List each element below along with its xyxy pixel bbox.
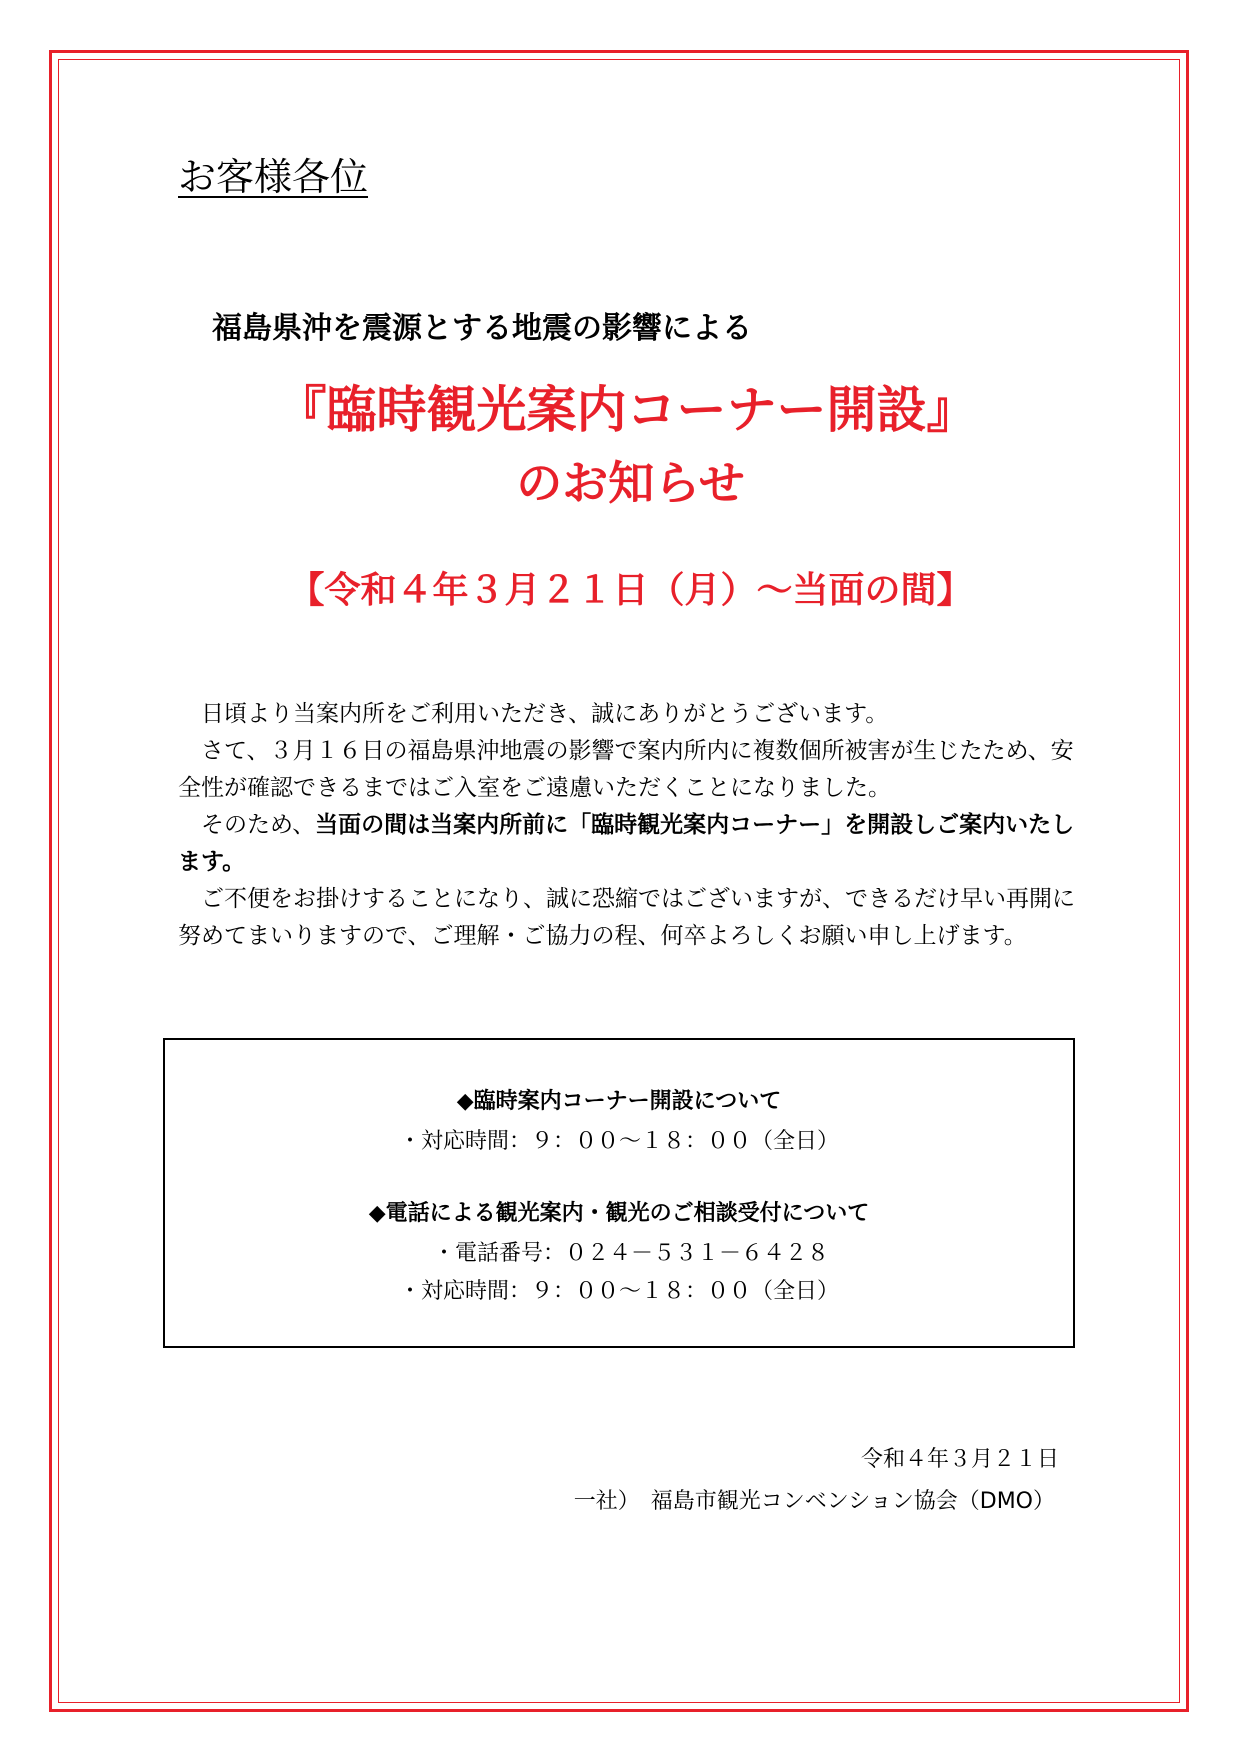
corner-heading: ◆臨時案内コーナー開設について	[456, 1089, 782, 1114]
salutation: お客様各位	[178, 155, 369, 199]
phone-heading: ◆電話による観光案内・観光のご相談受付について	[368, 1201, 870, 1226]
body-paragraph-3	[178, 807, 1078, 881]
info-box	[163, 1038, 1075, 1348]
period-banner: 【令和４年３月２１日（月）～当面の間】	[288, 570, 973, 611]
corner-hours: ・対応時間：９：００～１８：００（全日）	[398, 1129, 839, 1154]
phone-number: ・電話番号：０２４－５３１－６４２８	[432, 1241, 829, 1266]
body-text	[178, 696, 1078, 955]
body-paragraph-3-lead: そのため、	[201, 812, 316, 838]
body-paragraph-2: さて、３月１６日の福島県沖地震の影響で案内所内に複数個所被害が生じたため、安全性が確認できるまではご入室をご遠慮いただくことになりました。	[178, 738, 1074, 801]
subtitle: 福島県沖を震源とする地震の影響による	[212, 311, 752, 346]
body-paragraph-3-emphasis: 当面の間は当案内所前に「臨時観光案内コーナー」を開設しご案内いたします。	[178, 812, 1075, 875]
phone-hours: ・対応時間：９：００～１８：００（全日）	[398, 1279, 839, 1304]
issue-date: 令和４年３月２１日	[860, 1447, 1059, 1472]
notice-title-suffix: のお知らせ	[516, 456, 745, 510]
organization-name: 一社） 福島市観光コンベンション協会（DMO）	[573, 1489, 1055, 1514]
body-paragraph-4: ご不便をお掛けすることになり、誠に恐縮ではございますが、できるだけ早い再開に努めてまいりますので、ご理解・ご協力の程、何卒よろしくお願い申し上げます。	[178, 886, 1075, 949]
body-paragraph-1: 日頃より当案内所をご利用いただき、誠にありがとうございます。	[201, 701, 889, 727]
notice-title: 『臨時観光案内コーナー開設』	[276, 381, 977, 439]
